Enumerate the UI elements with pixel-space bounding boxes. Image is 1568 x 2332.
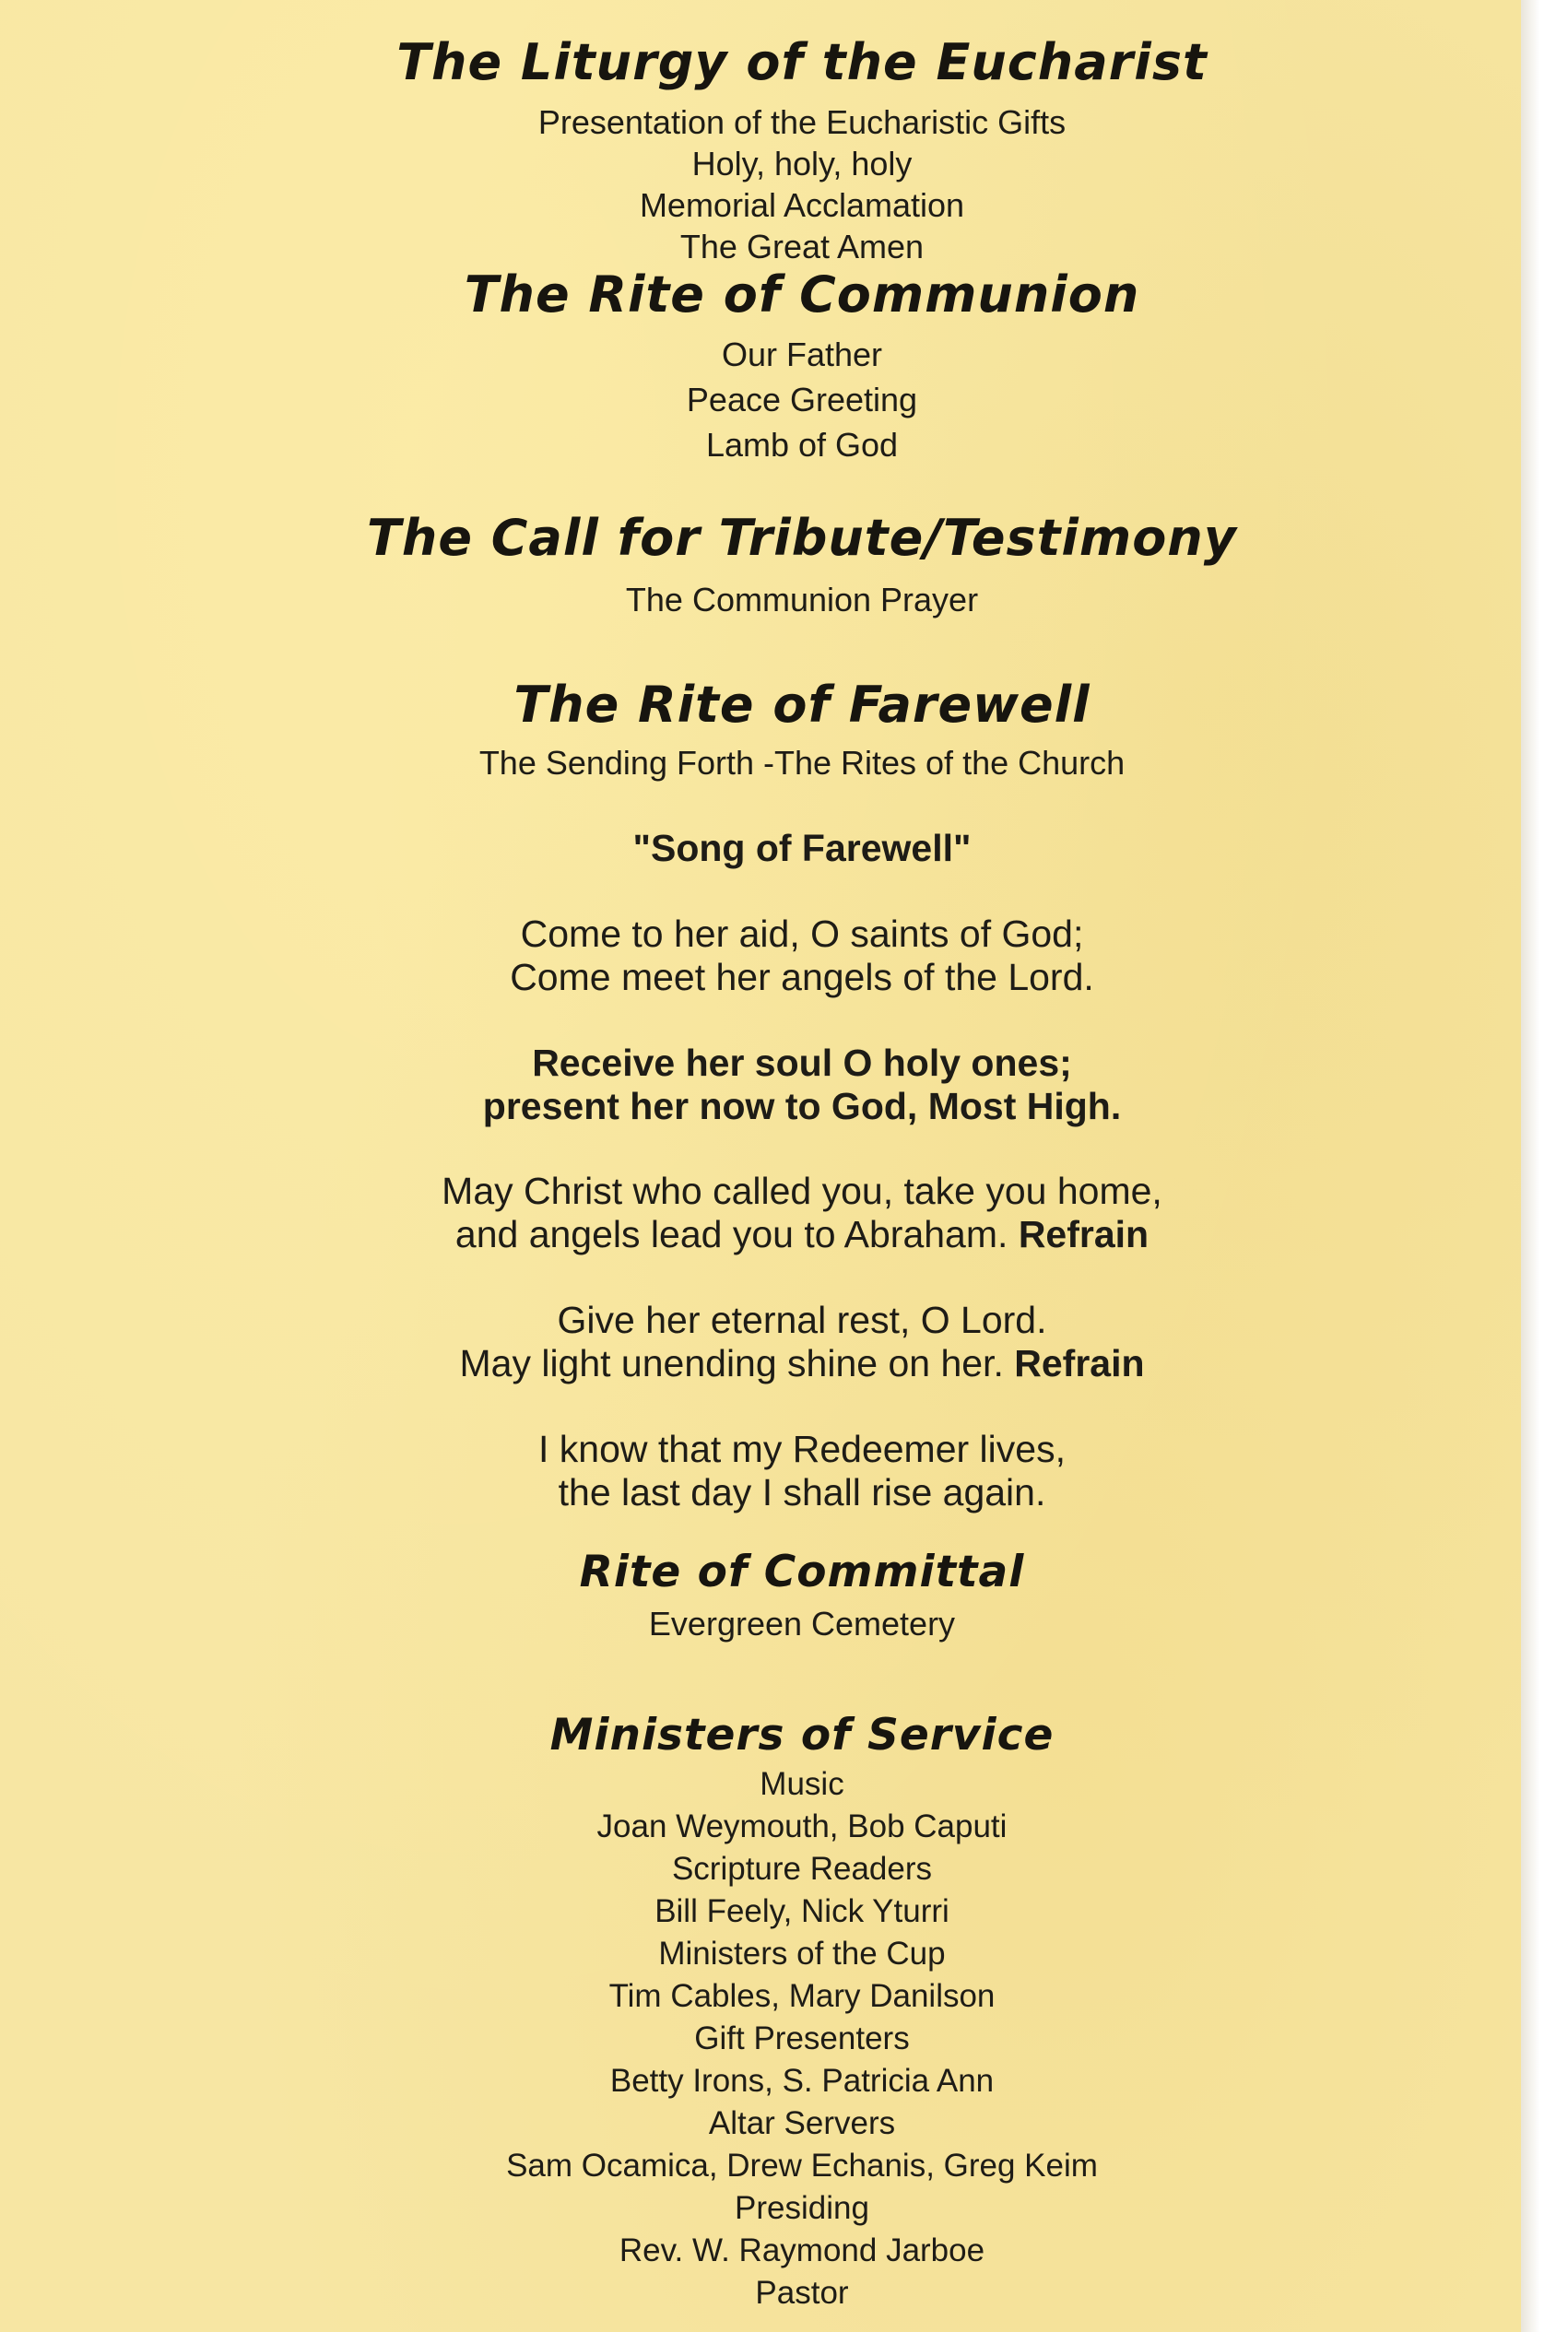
heading-ministers: Ministers of Service — [549, 1710, 1055, 1761]
refrain-label: Refrain — [1018, 1213, 1149, 1255]
song-line: the last day I shall rise again. — [558, 1471, 1046, 1513]
minister-names: Betty Irons, S. Patricia Ann — [609, 2063, 995, 2099]
committal-item: Evergreen Cemetery — [648, 1605, 956, 1643]
minister-names: Sam Ocamica, Drew Echanis, Greg Keim — [506, 2148, 1098, 2184]
heading-call-tribute: The Call for Tribute/Testimony — [367, 509, 1237, 567]
farewell-item: The Sending Forth -The Rites of the Church — [478, 744, 1126, 782]
song-line: Give her eternal rest, O Lord. — [557, 1299, 1047, 1341]
minister-role: Ministers of the Cup — [658, 1936, 946, 1972]
eucharist-item: Memorial Acclamation — [639, 186, 965, 224]
song-line: May Christ who called you, take you home, — [442, 1170, 1162, 1212]
song-line: Come to her aid, O saints of God; — [520, 913, 1084, 955]
heading-rite-committal: Rite of Committal — [579, 1547, 1025, 1597]
song-refrain-line: present her now to God, Most High. — [482, 1085, 1122, 1127]
song-title: "Song of Farewell" — [632, 827, 972, 869]
heading-liturgy-eucharist: The Liturgy of the Eucharist — [396, 33, 1208, 91]
communion-item: Lamb of God — [705, 426, 899, 464]
minister-names: Rev. W. Raymond Jarboe — [619, 2232, 985, 2268]
minister-names: Tim Cables, Mary Danilson — [608, 1978, 996, 2014]
eucharist-item: Holy, holy, holy — [691, 145, 913, 183]
song-line-text: May light unending shine on her. — [459, 1342, 1004, 1384]
eucharist-item: The Great Amen — [679, 228, 925, 265]
heading-rite-farewell: The Rite of Farewell — [513, 676, 1091, 734]
song-line-with-refrain — [0, 1213, 1568, 1255]
minister-role: Music — [760, 1766, 844, 1802]
song-line: I know that my Redeemer lives, — [538, 1428, 1066, 1470]
minister-role: Pastor — [755, 2275, 849, 2311]
song-line-text: and angels lead you to Abraham. — [454, 1213, 1008, 1255]
refrain-label: Refrain — [1014, 1342, 1145, 1384]
song-line-with-refrain — [0, 1342, 1568, 1384]
tribute-item: The Communion Prayer — [625, 581, 979, 618]
minister-role: Presiding — [735, 2190, 869, 2226]
song-line: Come meet her angels of the Lord. — [510, 956, 1094, 998]
eucharist-item: Presentation of the Eucharistic Gifts — [537, 103, 1067, 141]
heading-rite-communion: The Rite of Communion — [464, 265, 1140, 324]
communion-item: Our Father — [721, 336, 883, 373]
minister-names: Joan Weymouth, Bob Caputi — [596, 1808, 1008, 1844]
minister-role: Altar Servers — [708, 2105, 896, 2141]
minister-role: Scripture Readers — [671, 1851, 933, 1887]
minister-role: Gift Presenters — [694, 2020, 910, 2056]
song-refrain-line: Receive her soul O holy ones; — [532, 1042, 1072, 1084]
minister-names: Bill Feely, Nick Yturri — [654, 1893, 949, 1929]
communion-item: Peace Greeting — [686, 381, 918, 418]
